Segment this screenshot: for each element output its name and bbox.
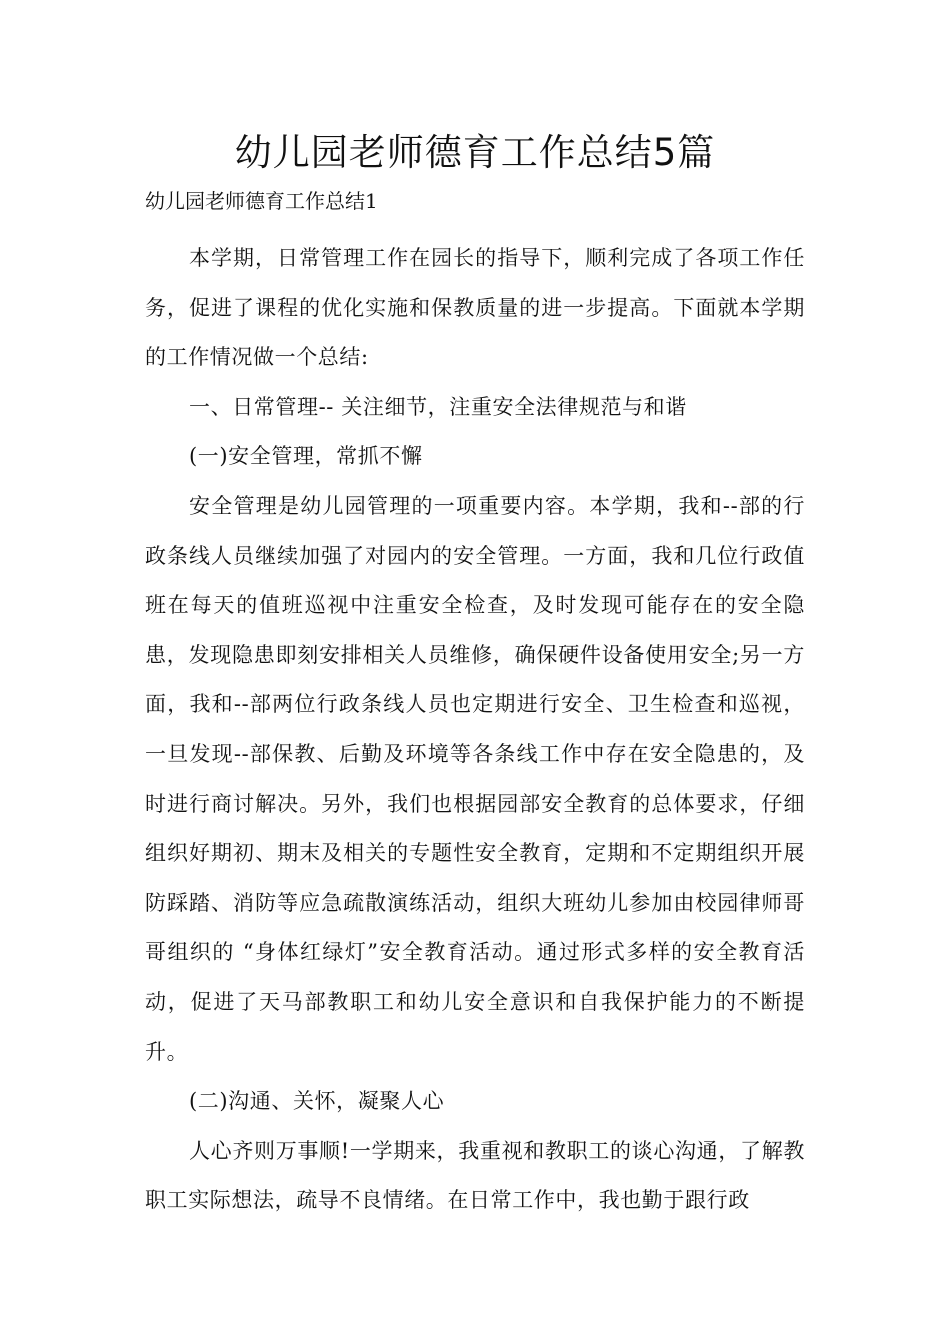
section-subtitle: 幼儿园老师德育工作总结1 [145, 189, 378, 213]
document-title: 幼儿园老师德育工作总结5篇 [234, 131, 716, 174]
paragraph-intro: 本学期，日常管理工作在园长的指导下，顺利完成了各项工作任务，促进了课程的优化实施和保教质量的进一步提高。下面就本学期的工作情况做一个总结: [145, 246, 805, 370]
document-body [145, 234, 805, 1226]
heading-communication: (二)沟通、关怀，凝聚人心 [189, 1089, 445, 1114]
heading-safety-management: (一)安全管理，常抓不懈 [189, 444, 423, 469]
paragraph-safety: 安全管理是幼儿园管理的一项重要内容。本学期，我和--部的行政条线人员继续加强了对园内的安全管理。一方面，我和几位行政值班在每天的值班巡视中注重安全检查，及时发现可能存在的安全隐患，发现隐患即刻安排相关人员维修，确保硬件设备使用安全;另一方面，我和--部两位行政条线人员也定期进行安全、卫生检查和巡视，一旦发现--部保教、后勤及环境等各条线工作中存在安全隐患的，及时进行商讨解决。另外，我们也根据园部安全教育的总体要求，仔细组织好期初、期末及相关的专题性安全教育，定期和不定期组织开展防踩踏、消防等应急疏散演练活动，组织大班幼儿参加由校园律师哥哥组织的 “身体红绿灯”安全教育活动。通过形式多样的安全教育活动，促进了天马部教职工和幼儿安全意识和自我保护能力的不断提升。 [145, 493, 805, 1064]
paragraph-communication: 人心齐则万事顺!一学期来，我重视和教职工的谈心沟通，了解教职工实际想法，疏导不良情绪。在日常工作中，我也勤于跟行政 [145, 1138, 805, 1213]
heading-daily-management: 一、日常管理-- 关注细节，注重安全法律规范与和谐 [189, 394, 687, 419]
